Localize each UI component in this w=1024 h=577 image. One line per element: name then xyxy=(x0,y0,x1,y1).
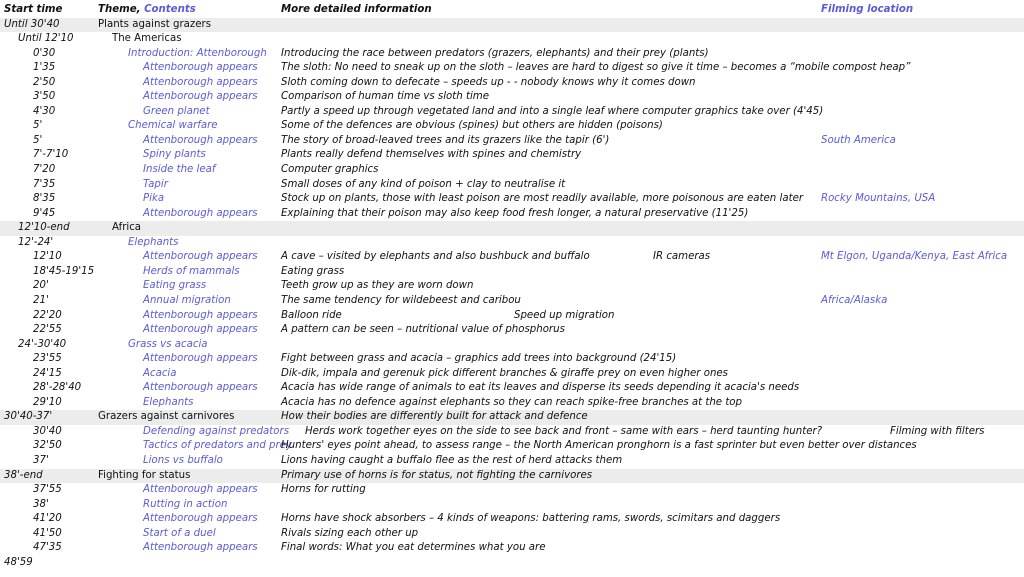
detail: Some of the defences are obvious (spines) but others are hidden (poisons) xyxy=(281,120,663,132)
detail: Acacia has wide range of animals to eat its leaves and disperse its seeds depending it acacia's needs xyxy=(281,382,800,394)
start-time: 18'45-19'15 xyxy=(33,265,95,277)
start-time: 30'40 xyxy=(33,425,62,437)
table-row xyxy=(0,556,1024,571)
start-time: 24'15 xyxy=(33,367,62,379)
start-time: 8'35 xyxy=(33,193,56,205)
detail: Plants really defend themselves with spines and chemistry xyxy=(281,149,582,161)
contents: Elephants xyxy=(128,236,179,248)
start-time: 48'59 xyxy=(4,556,33,568)
detail: Comparison of human time vs sloth time xyxy=(281,91,489,103)
start-time: 38'-end xyxy=(4,469,43,481)
start-time: 20' xyxy=(33,280,49,292)
table-row xyxy=(0,90,1024,105)
extra-note: IR cameras xyxy=(653,251,711,263)
detail: A pattern can be seen – nutritional value of phosphorus xyxy=(281,324,565,336)
table-row xyxy=(0,338,1024,353)
theme: Plants against grazers xyxy=(98,18,212,30)
table-row xyxy=(0,439,1024,454)
table-row xyxy=(0,192,1024,207)
table-row xyxy=(0,410,1024,425)
detail: Lions having caught a buffalo flee as the rest of herd attacks them xyxy=(281,455,623,466)
table-row xyxy=(0,425,1024,440)
table-row xyxy=(0,483,1024,498)
contents: Attenborough appears xyxy=(143,484,258,496)
detail: The story of broad-leaved trees and its grazers like the tapir (6') xyxy=(281,134,610,146)
table-row xyxy=(0,396,1024,411)
start-time: Until 12'10 xyxy=(18,33,74,45)
start-time: 1'35 xyxy=(33,62,56,74)
detail: Acacia has no defence against elephants so they can reach spike-free branches at the top xyxy=(281,396,743,408)
contents: Attenborough appears xyxy=(143,251,258,263)
start-time: 29'10 xyxy=(33,396,62,408)
contents: Spiny plants xyxy=(143,149,206,161)
detail: Stock up on plants, those with least poison are most readily available, more poisonous are eaten later xyxy=(281,193,804,205)
header-theme xyxy=(98,2,196,18)
detail: Balloon ride xyxy=(281,309,342,321)
contents: Introduction: Attenborough xyxy=(128,47,267,59)
contents: Annual migration xyxy=(143,294,231,306)
table-row xyxy=(0,512,1024,527)
start-time: 12'-24' xyxy=(18,236,54,248)
table-row xyxy=(0,76,1024,91)
filming-location: Rocky Mountains, USA xyxy=(821,193,936,205)
theme: Grazers against carnivores xyxy=(98,411,235,423)
detail: Fight between grass and acacia – graphics add trees into background (24'15) xyxy=(281,353,677,365)
table-row xyxy=(0,47,1024,62)
start-time: 37'55 xyxy=(33,484,62,496)
table-row xyxy=(0,367,1024,382)
table-row xyxy=(0,119,1024,134)
start-time: 22'55 xyxy=(33,324,62,336)
detail: Primary use of horns is for status, not fighting the carnivores xyxy=(281,469,593,481)
detail: Small doses of any kind of poison + clay to neutralise it xyxy=(281,178,566,190)
detail: Introducing the race between predators (grazers, elephants) and their prey (plants) xyxy=(281,47,709,59)
start-time: 41'20 xyxy=(33,513,62,525)
detail: Eating grass xyxy=(281,265,345,277)
table-row xyxy=(0,18,1024,33)
contents: Attenborough appears xyxy=(143,91,258,103)
extra-note: Filming with filters xyxy=(890,425,985,437)
contents: Pika xyxy=(143,193,165,205)
detail: Partly a speed up through vegetated land and into a single leaf where computer graphics take over (4'45) xyxy=(281,105,824,117)
start-time: 12'10 xyxy=(33,251,62,263)
table-row xyxy=(0,469,1024,484)
start-time: 37' xyxy=(33,455,49,466)
detail: Explaining that their poison may also keep food fresh longer, a natural preservative (11'25) xyxy=(281,207,749,219)
table-row xyxy=(0,32,1024,47)
theme: Africa xyxy=(112,222,142,234)
table-row xyxy=(0,134,1024,149)
contents: Grass vs acacia xyxy=(128,338,208,350)
detail: Teeth grow up as they are worn down xyxy=(281,280,474,292)
contents: Attenborough appears xyxy=(143,542,258,554)
contents: Chemical warfare xyxy=(128,120,218,132)
filming-location: Africa/Alaska xyxy=(821,294,888,306)
header-row xyxy=(0,2,1024,18)
table-row xyxy=(0,163,1024,178)
table-row xyxy=(0,221,1024,236)
start-time: 4'30 xyxy=(33,105,56,117)
start-time: Until 30'40 xyxy=(4,18,60,30)
detail: Final words: What you eat determines what you are xyxy=(281,542,546,554)
detail: Horns for rutting xyxy=(281,484,366,496)
start-time: 41'50 xyxy=(33,527,62,539)
detail: Herds work together eyes on the side to see back and front – same with ears – herd taunting hunter? xyxy=(305,425,823,437)
contents: Attenborough appears xyxy=(143,134,258,146)
detail: Computer graphics xyxy=(281,164,379,175)
table-row xyxy=(0,178,1024,193)
start-time: 22'20 xyxy=(33,309,62,321)
contents: Lions vs buffalo xyxy=(143,455,223,466)
start-time: 5' xyxy=(33,134,43,146)
filming-location: Mt Elgon, Uganda/Kenya, East Africa xyxy=(821,251,1008,263)
contents: Attenborough appears xyxy=(143,324,258,336)
start-time: 2'50 xyxy=(33,76,56,88)
start-time: 30'40-37' xyxy=(4,411,53,423)
detail: A cave – visited by elephants and also bushbuck and buffalo xyxy=(281,251,590,263)
contents: Attenborough appears xyxy=(143,353,258,365)
detail: How their bodies are differently built for attack and defence xyxy=(281,411,588,423)
header-start-time: Start time xyxy=(4,4,63,15)
contents: Attenborough appears xyxy=(143,76,258,88)
table-row xyxy=(0,207,1024,222)
start-time: 5' xyxy=(33,120,43,132)
start-time: 7'-7'10 xyxy=(33,149,69,161)
detail: Dik-dik, impala and gerenuk pick different branches & giraffe prey on even higher ones xyxy=(281,367,728,379)
contents: Acacia xyxy=(143,367,177,379)
start-time: 7'35 xyxy=(33,178,56,190)
contents: Attenborough appears xyxy=(143,513,258,525)
contents: Attenborough appears xyxy=(143,382,258,394)
start-time: 3'50 xyxy=(33,91,56,103)
table-row xyxy=(0,352,1024,367)
table-row xyxy=(0,498,1024,513)
contents: Elephants xyxy=(143,396,194,408)
start-time: 0'30 xyxy=(33,47,56,59)
contents: Herds of mammals xyxy=(143,265,240,277)
start-time: 12'10-end xyxy=(18,222,70,234)
table-row xyxy=(0,454,1024,469)
contents: Rutting in action xyxy=(143,498,228,510)
contents: Attenborough appears xyxy=(143,62,258,74)
detail: Sloth coming down to defecate – speeds up - - nobody knows why it comes down xyxy=(281,76,696,88)
extra-note: Speed up migration xyxy=(514,309,615,321)
header-contents: Contents xyxy=(144,4,196,15)
table-row xyxy=(0,381,1024,396)
contents: Tactics of predators and prey xyxy=(143,440,292,452)
table-row xyxy=(0,527,1024,542)
header-theme-label: Theme, xyxy=(98,4,141,15)
table-row xyxy=(0,294,1024,309)
table-row xyxy=(0,105,1024,120)
contents: Start of a duel xyxy=(143,527,216,539)
start-time: 28'-28'40 xyxy=(33,382,82,394)
contents: Attenborough appears xyxy=(143,207,258,219)
start-time: 23'55 xyxy=(33,353,62,365)
start-time: 24'-30'40 xyxy=(18,338,67,350)
contents: Green planet xyxy=(143,105,210,117)
contents: Eating grass xyxy=(143,280,207,292)
table-row xyxy=(0,236,1024,251)
table-row xyxy=(0,323,1024,338)
start-time: 47'35 xyxy=(33,542,62,554)
detail: Horns have shock absorbers – 4 kinds of weapons: battering rams, swords, scimitars and daggers xyxy=(281,513,781,525)
start-time: 32'50 xyxy=(33,440,62,452)
table-row xyxy=(0,279,1024,294)
start-time: 21' xyxy=(33,294,49,306)
table-row xyxy=(0,541,1024,556)
header-detail: More detailed information xyxy=(281,4,432,15)
table-row xyxy=(0,250,1024,265)
detail: Rivals sizing each other up xyxy=(281,527,419,539)
start-time: 7'20 xyxy=(33,164,56,175)
detail: The sloth: No need to sneak up on the sloth – leaves are hard to digest so give it time – becomes a “mobile compost heap” xyxy=(281,62,911,74)
contents: Inside the leaf xyxy=(143,164,216,175)
start-time: 9'45 xyxy=(33,207,56,219)
table-row xyxy=(0,265,1024,280)
table-row xyxy=(0,61,1024,76)
table-row xyxy=(0,148,1024,163)
theme: Fighting for status xyxy=(98,469,191,481)
contents: Attenborough appears xyxy=(143,309,258,321)
header-location: Filming location xyxy=(821,4,914,15)
contents: Tapir xyxy=(143,178,168,190)
start-time: 38' xyxy=(33,498,49,510)
detail: The same tendency for wildebeest and caribou xyxy=(281,294,521,306)
table-row xyxy=(0,309,1024,324)
filming-location: South America xyxy=(821,134,896,146)
theme: The Americas xyxy=(112,33,182,45)
detail: Hunters' eyes point ahead, to assess range – the North American pronghorn is a fast sprinter but even better over distances xyxy=(281,440,917,452)
contents: Defending against predators xyxy=(143,425,290,437)
